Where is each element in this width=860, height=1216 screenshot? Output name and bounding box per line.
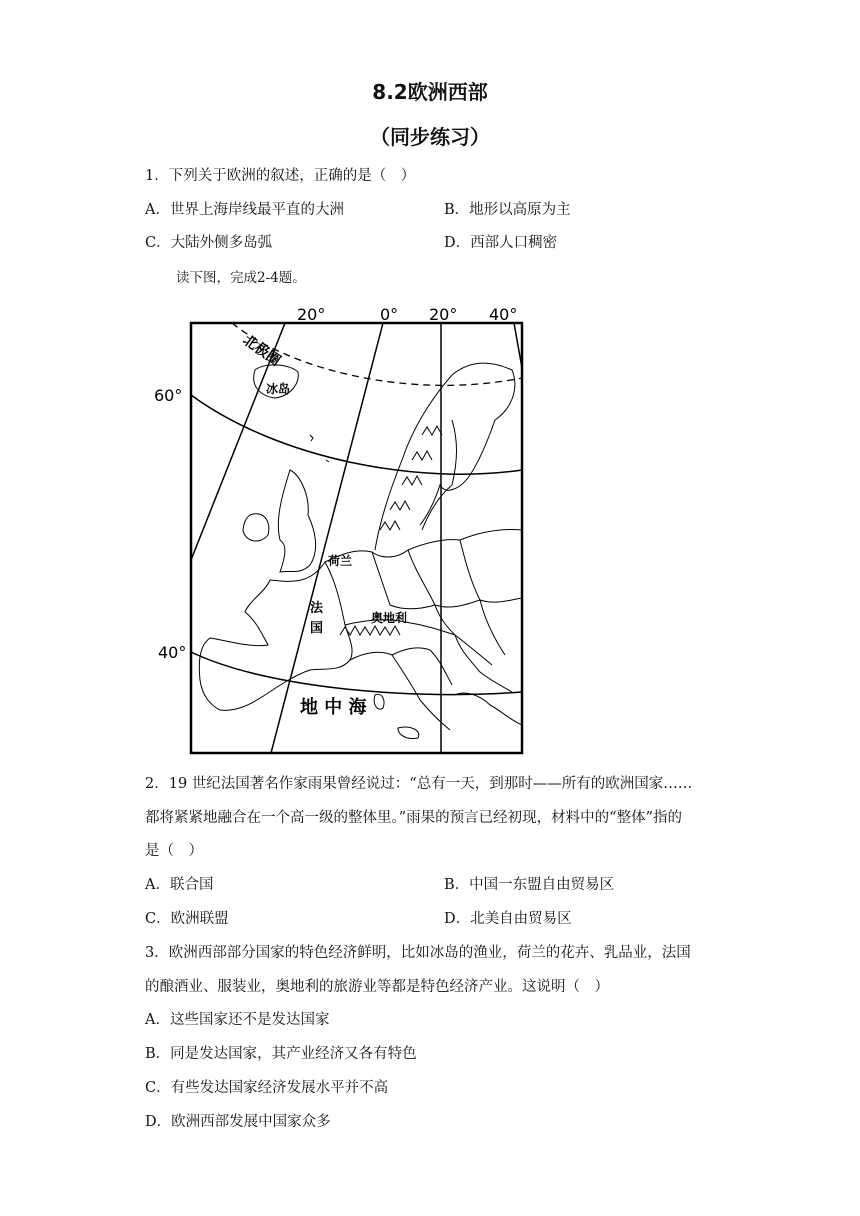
q1-option-d: D．西部人口稠密 [444,235,558,251]
lat-label-60: 60° [154,386,183,405]
lon-label-20w: 20° [297,305,326,324]
q3-stem-line-1: 3．欧洲西部部分国家的特色经济鲜明，比如冰岛的渔业，荷兰的花卉、乳品业，法国 [145,945,691,961]
lon-label-40e: 40° [489,305,518,324]
q3-option-d: D．欧洲西部发展中国家众多 [145,1114,331,1130]
page-title: 8.2欧洲西部 [372,80,488,104]
map-frame [191,323,522,753]
map-instruction: 读下图，完成2-4题。 [176,270,306,286]
label-france-1: 法 [310,601,324,616]
label-mediterranean: 地 中 海 [300,697,367,718]
q1-stem: 1．下列关于欧洲的叙述，正确的是（ ） [145,168,416,184]
q3-stem-line-2: 的酿酒业、服装业，奥地利的旅游业等都是特色经济产业。这说明（ ） [145,979,609,995]
coastlines [199,363,522,738]
graticule [191,323,522,753]
q3-option-a: A．这些国家还不是发达国家 [145,1012,330,1028]
europe-map [140,300,540,760]
q2-stem-line-3: 是（ ） [145,843,203,859]
label-arctic-circle: 北极圈 [239,332,284,370]
label-iceland: 冰岛 [266,382,291,396]
q2-stem-line-1: 2．19 世纪法国著名作家雨果曾经说过：“总有一天，到那时——所有的欧洲国家…… [145,776,693,792]
q2-option-d: D．北美自由贸易区 [444,911,572,927]
lat-label-40: 40° [158,643,187,662]
page-subtitle: （同步练习） [370,125,490,149]
q3-option-b: B．同是发达国家，其产业经济又各有特色 [145,1046,417,1062]
q1-option-b: B．地形以高原为主 [444,202,571,218]
label-france-2: 国 [310,621,324,636]
q2-option-b: B．中国一东盟自由贸易区 [444,877,615,893]
q2-option-c: C．欧洲联盟 [145,911,229,927]
q2-stem-line-2: 都将紧紧地融合在一个高一级的整体里。”雨果的预言已经初现，材料中的“整体”指的 [145,810,682,826]
alps-mountains [340,626,400,635]
label-austria: 奥地利 [371,611,408,625]
q2-option-a: A．联合国 [145,877,214,893]
q3-option-c: C．有些发达国家经济发展水平并不高 [145,1080,389,1096]
label-netherlands: 荷兰 [328,554,353,568]
q1-option-a: A．世界上海岸线最平直的大洲 [145,202,344,218]
lon-label-20e: 20° [429,305,458,324]
lon-label-0: 0° [380,305,399,324]
q1-option-c: C．大陆外侧多岛弧 [145,235,273,251]
